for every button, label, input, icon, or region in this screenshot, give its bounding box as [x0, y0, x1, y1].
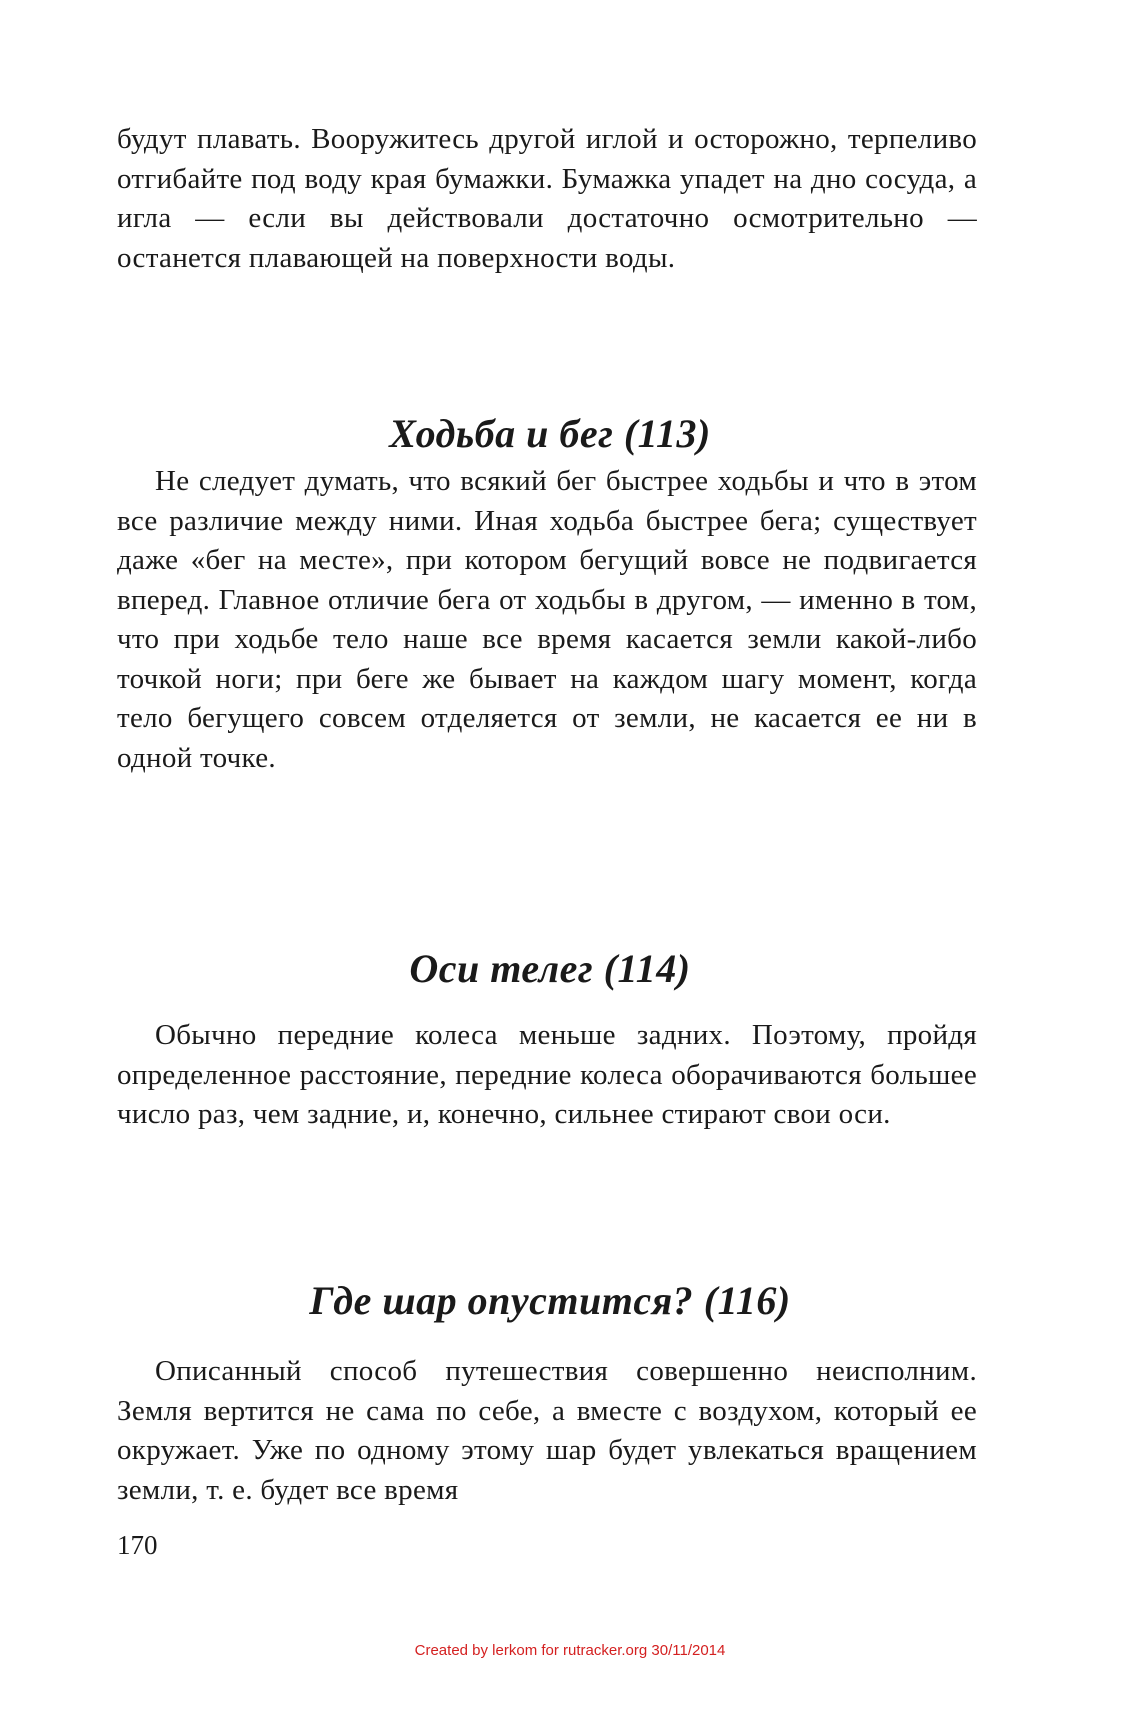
- section-body-balloon: Описанный способ путешествия совершенно неисполним. Земля вертится не сама по себе, а вместе с воздухом, который ее окружает. Уже по одному этому шар будет увлекаться вращением земли, т. е. будет все время: [117, 1355, 977, 1506]
- page-number: 170: [117, 1530, 158, 1560]
- section-body-cart-axles: Обычно передние колеса меньше задних. Поэтому, пройдя определенное расстояние, передние колеса оборачиваются большее число раз, чем задние, и, конечно, сильнее стирают свои оси.: [117, 1019, 977, 1130]
- section-heading-balloon: Где шар опустится? (116): [309, 1278, 791, 1323]
- section-heading-cart-axles: Оси телег (114): [409, 946, 691, 991]
- section-heading-walking-running: Ходьба и бег (113): [389, 411, 711, 456]
- intro-paragraph: будут плавать. Вооружитесь другой иглой и осторожно, терпеливо отгибайте под воду края бумажки. Бумажка упадет на дно сосуда, а игла — если вы действовали достаточно осмотрительно — останется плавающей на поверхности воды.: [117, 123, 977, 274]
- section-body-walking-running: Не следует думать, что всякий бег быстрее ходьбы и что в этом все различие между ними. Иная ходьба быстрее бега; существует даже «бег на месте», при котором бегущий вовсе не подвигается вперед. Главное отличие бега от ходьбы в другом, — именно в том, что при ходьбе тело наше все время касается земли какой-либо точкой ноги; при беге же бывает на каждом шагу момент, когда тело бегущего совсем отделяется от земли, не касается ее ни в одной точке.: [117, 465, 977, 774]
- watermark-credit: Created by lerkom for rutracker.org 30/11/2014: [414, 1642, 726, 1659]
